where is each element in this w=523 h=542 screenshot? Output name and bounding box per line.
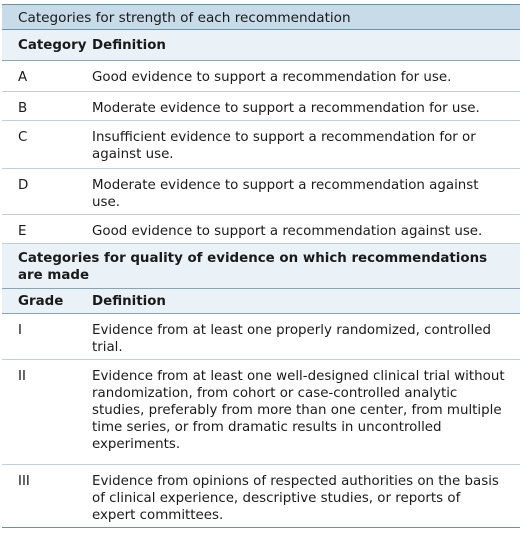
quality-header-grade: Grade bbox=[18, 293, 64, 309]
table-row bbox=[2, 215, 520, 244]
grade-cell: III bbox=[18, 474, 30, 489]
strength-header-row bbox=[2, 30, 520, 61]
definition-cell: Moderate evidence to support a recommendation against use. bbox=[92, 178, 479, 210]
quality-section-title: Categories for quality of evidence on which recommendations are made bbox=[2, 244, 520, 289]
table-row bbox=[2, 61, 520, 92]
definition-cell: Evidence from opinions of respected authorities on the basis of clinical experience, descriptive studies, or reports of expert committees. bbox=[92, 474, 499, 523]
grade-cell: I bbox=[18, 323, 22, 338]
table-row bbox=[2, 121, 520, 169]
grade-cell: II bbox=[18, 369, 26, 384]
quality-header-row bbox=[2, 289, 520, 314]
table-row bbox=[2, 314, 520, 360]
definition-cell: Good evidence to support a recommendation for use. bbox=[92, 70, 452, 85]
recommendation-table bbox=[2, 4, 520, 528]
category-cell: B bbox=[18, 101, 28, 116]
category-cell: A bbox=[18, 70, 28, 85]
category-cell: C bbox=[18, 130, 28, 145]
table-row bbox=[2, 92, 520, 121]
table-row bbox=[2, 360, 520, 465]
quality-header-definition: Definition bbox=[92, 293, 166, 309]
definition-cell: Evidence from at least one properly randomized, controlled trial. bbox=[92, 323, 491, 355]
definition-cell: Evidence from at least one well-designed clinical trial without randomization, from cohort or case-controlled analytic studies, preferably from more than one center, from multiple time series, or from dramatic results in uncontrolled experiments. bbox=[92, 369, 505, 452]
definition-cell: Good evidence to support a recommendation against use. bbox=[92, 224, 483, 239]
table-row bbox=[2, 465, 520, 528]
table-row bbox=[2, 169, 520, 215]
strength-header-definition: Definition bbox=[92, 37, 166, 53]
category-cell: E bbox=[18, 224, 27, 239]
definition-cell: Moderate evidence to support a recommendation for use. bbox=[92, 101, 480, 116]
category-cell: D bbox=[18, 178, 29, 193]
table-title: Categories for strength of each recommendation bbox=[2, 4, 520, 30]
definition-cell: Insufficient evidence to support a recommendation for or against use. bbox=[92, 130, 476, 162]
strength-header-category: Category bbox=[18, 37, 87, 53]
